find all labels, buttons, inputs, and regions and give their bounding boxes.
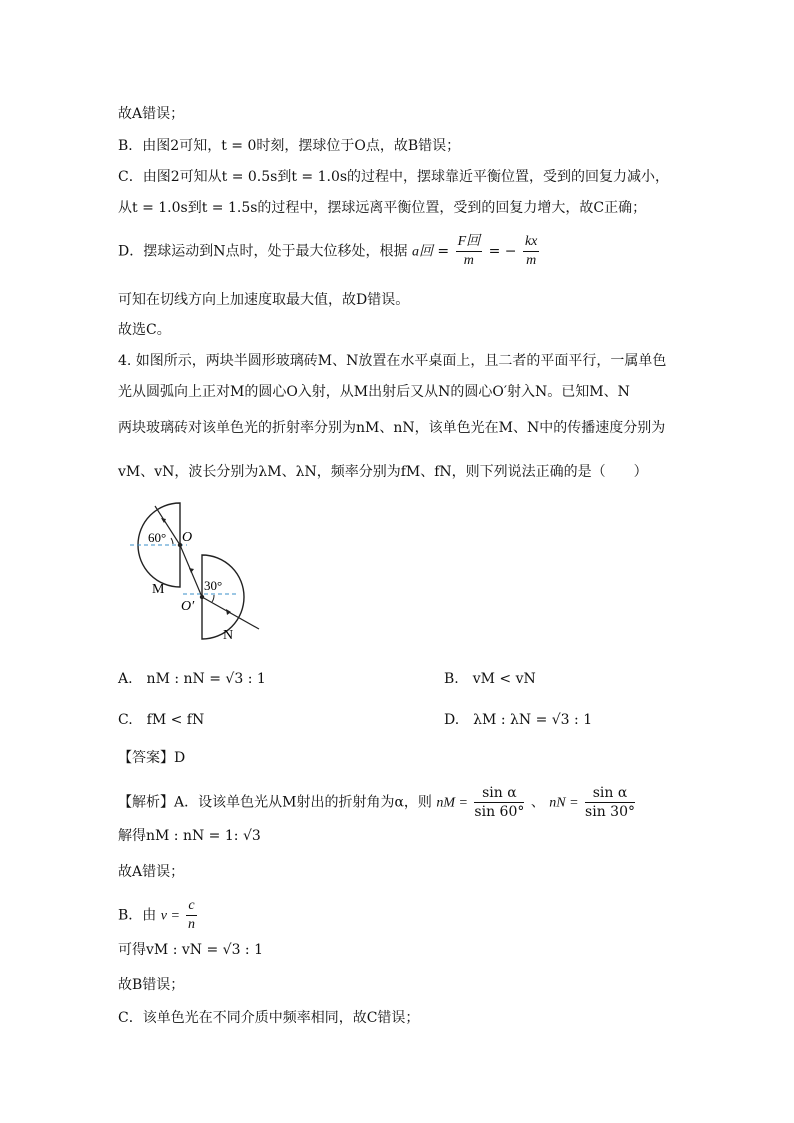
option-d: D. λM : λN = √3 : 1: [444, 712, 593, 728]
question-line: 光从圆弧向上正对M的圆心O入射，从M出射后又从N的圆心O′射入N。已知M、N: [118, 384, 630, 400]
formula-lhs: a回: [411, 244, 433, 260]
text-line: 从t = 1.0s到t = 1.5s的过程中，摆球远离平衡位置，受到的回复力增大，故C正确；: [118, 200, 647, 216]
label-M: M: [152, 582, 165, 597]
label-N: N: [223, 628, 234, 643]
question-line: 4. 如图所示，两块半圆形玻璃砖M、N放置在水平桌面上，且二者的平面平行，一属单色: [118, 353, 667, 369]
fraction: $\frac{kx}{m}$: [524, 234, 538, 268]
analysis-line: 【解析】A．设该单色光从M射出的折射角为α，则 nM = $\frac{\text{sin α}}{\sin 60^\circ}$ 、 nN = $\frac{\text{sin α}}{\sin 30^\circ}$: [118, 785, 635, 820]
angle-label-60: 60°: [148, 530, 167, 545]
angle-arc: [212, 595, 214, 602]
fraction: $\frac{c}{n}$: [187, 898, 195, 932]
text-line: 故选C。: [118, 322, 171, 338]
half-disk-N: [202, 555, 244, 639]
fraction: $\frac{\text{sin α}}{\sin 30^\circ}$: [585, 785, 635, 820]
answer-line: 【答案】D: [118, 750, 186, 766]
text-line-with-formula: B．由 v = $\frac{c}{n}$: [118, 898, 195, 932]
text-line: C．由图2可知从t = 0.5s到t = 1.0s的过程中，摆球靠近平衡位置，受到的回复力减小，: [118, 169, 670, 185]
angle-label-30: 30°: [204, 578, 223, 593]
text-line: 解得nM : nN = 1: √3: [118, 828, 261, 844]
text-line: B．由图2可知，t = 0时刻，摆球位于O点，故B错误；: [118, 138, 461, 154]
fraction: $\frac{\text{F回}}{m}$: [457, 234, 481, 268]
fraction: $\frac{\text{sin α}}{\sin 60^\circ}$: [474, 785, 525, 820]
text-line: 可得vM : vN = √3 : 1: [118, 942, 264, 958]
text-line: C．该单色光在不同介质中频率相同，故C错误；: [118, 1010, 420, 1026]
text-line: 故A错误；: [118, 864, 185, 880]
text-line-with-formula: D．摆球运动到N点时，处于最大位移处，根据 a回 = $\frac{\text{F回}}{m}$ = − $\frac{kx}{m}$: [118, 234, 538, 268]
arrow-icon: [189, 568, 194, 573]
question-line: vM、vN，波长分别为λM、λN，频率分别为fM、fN，则下列说法正确的是（ ）: [118, 464, 648, 480]
text-line: 可知在切线方向上加速度取最大值，故D错误。: [118, 292, 410, 308]
option-c: C. fM < fN: [118, 712, 205, 728]
text-line: 故B错误；: [118, 977, 185, 993]
glass-bricks-figure: [125, 498, 270, 643]
question-line: 两块玻璃砖对该单色光的折射率分别为nM、nN，该单色光在M、N中的传播速度分别为: [118, 420, 666, 436]
label-O: O: [182, 530, 193, 545]
option-b: B. vM < vN: [444, 671, 536, 687]
transmitted-ray: [202, 597, 259, 629]
text-line: 故A错误；: [118, 106, 185, 122]
angle-arc: [171, 538, 173, 544]
label-O-prime: O′: [181, 599, 195, 614]
option-a: A. nM : nN = √3 : 1: [118, 671, 266, 687]
arrow-icon: [226, 609, 231, 615]
center-O-prime-dot: [200, 595, 204, 599]
